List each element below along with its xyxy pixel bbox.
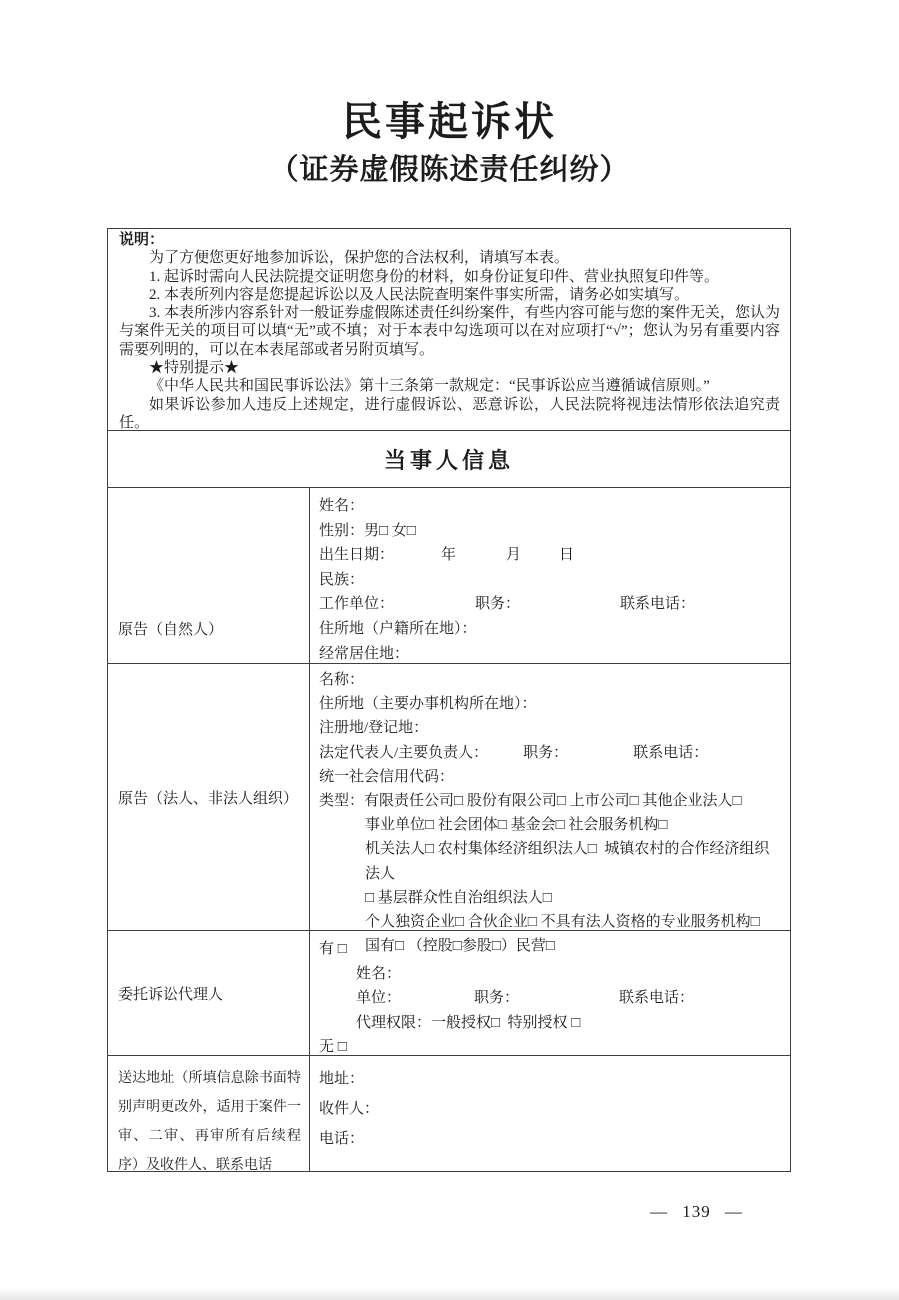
field-org-type-row (319, 789, 782, 813)
field-registration-place: 注册地/登记地： (319, 720, 429, 737)
complaint-form (107, 228, 791, 1172)
org-type-options-6: 国有□ （控股□参股□）民营□ (365, 938, 555, 955)
plaintiff-legal-person-fields (310, 664, 790, 955)
row-label-plaintiff-natural-person (108, 488, 310, 663)
field-org-residence: 住所地（主要办事机构所在地）： (319, 696, 537, 713)
row-plaintiff-natural-person (108, 488, 790, 664)
field-agent-duty: 职务： (474, 990, 520, 1007)
org-type-options-2: 事业单位□ 社会团体□ 基金会□ 社会服务机构□ (365, 817, 668, 834)
field-org-name: 名称： (319, 672, 365, 688)
org-type-options-5: 个人独资企业□ 合伙企业□ 不具有法人资格的专业服务机构□ (365, 914, 760, 931)
row-label-litigation-agent (108, 931, 310, 1055)
field-delivery-recipient: 收件人： (319, 1101, 380, 1117)
row-label-plaintiff-legal-person (108, 664, 310, 930)
litigation-agent-fields (310, 931, 790, 1055)
notice-law-quote: 《中华人民共和国民事诉讼法》第十三条第一款规定：“民事诉讼应当遵循诚信原则。” (149, 378, 710, 395)
document-title: 民事起诉状 (342, 99, 557, 144)
field-name: 姓名： (319, 498, 365, 514)
field-rep-duty: 职务： (523, 744, 569, 761)
notice-box (108, 229, 790, 431)
field-agent-phone: 联系电话： (619, 990, 695, 1007)
field-birth-day: 日 (559, 547, 575, 564)
field-birth-month: 月 (506, 547, 522, 564)
field-birthdate-label: 出生日期： (319, 547, 395, 564)
field-agent-unit-row (319, 986, 782, 1011)
field-work-unit: 工作单位： (319, 596, 395, 613)
org-type-options-3: 机关法人□ 农村集体经济组织法人□ 城镇农村的合作经济组织法人 (365, 841, 770, 882)
document-subtitle: （证券虚假陈述责任纠纷） (269, 154, 630, 186)
field-legal-representative-row (319, 741, 782, 765)
notice-heading: 说明： (119, 232, 165, 248)
row-label-text: 委托诉讼代理人 (118, 986, 224, 1003)
field-agent-none-checkbox: 无 □ (319, 1039, 347, 1056)
row-litigation-agent (108, 931, 790, 1056)
field-delivery-phone: 电话： (319, 1131, 365, 1147)
section-header-party-info: 当事人信息 (108, 431, 790, 488)
row-plaintiff-legal-person (108, 664, 790, 955)
delivery-address-fields (310, 1056, 790, 1171)
field-birthdate (319, 543, 782, 568)
field-credit-code: 统一社会信用代码： (319, 768, 455, 785)
field-residence: 住所地（户籍所在地）： (319, 620, 477, 637)
row-label-delivery-address: 送达地址（所填信息除书面特别声明更改外，适用于案件一审、二审、再审所有后续程序）及收件人、联系电话 (108, 1056, 310, 1171)
notice-paragraph-1: 1. 起诉时需向人民法院提交证明您身份的材料，如身份证复印件、营业执照复印件等。 (149, 268, 720, 285)
field-habitual-residence: 经常居住地： (319, 645, 410, 662)
notice-paragraph-3: 3. 本表所涉内容系针对一般证券虚假陈述责任纠纷案件，有些内容可能与您的案件无关，您认为与案件无关的项目可以填“无”或不填；对于本表中勾选项可以在对应项打“√”；您认为另有重要内容需要列明的，可以在本表尾部或者另附页填写。 (119, 305, 780, 358)
field-rep-phone: 联系电话： (633, 744, 709, 761)
row-delivery-address (108, 1056, 790, 1171)
row-label-text: 原告（法人、非法人组织） (118, 790, 299, 807)
field-agent-has-checkbox: 有 □ (319, 941, 347, 957)
field-duty: 职务： (475, 596, 521, 613)
plaintiff-natural-person-fields (310, 488, 790, 663)
field-legal-representative: 法定代表人/主要负责人： (319, 744, 489, 761)
field-agent-authority: 代理权限：一般授权□ 特别授权 □ (356, 1014, 581, 1031)
notice-warning: 如果诉讼参加人违反上述规定，进行虚假诉讼、恶意诉讼，人民法院将视违法情形依法追究责任。 (119, 396, 780, 431)
field-org-type-label: 类型： (319, 793, 365, 810)
org-type-options-4: □ 基层群众性自治组织法人□ (365, 889, 552, 906)
row-label-text: 原告（自然人） (118, 622, 224, 638)
field-gender: 性别：男□ 女□ (319, 522, 416, 539)
notice-paragraph-2: 2. 本表所列内容是您提起诉讼以及人民法院查明案件事实所需，请务必如实填写。 (149, 286, 690, 303)
field-ethnicity: 民族： (319, 571, 365, 588)
notice-special-reminder-heading: ★特别提示★ (149, 360, 240, 377)
field-agent-unit: 单位： (356, 990, 402, 1007)
org-type-options-1: 有限责任公司□ 股份有限公司□ 上市公司□ 其他企业法人□ (364, 793, 742, 810)
field-agent-name: 姓名： (356, 965, 402, 982)
field-delivery-address: 地址： (319, 1071, 365, 1087)
notice-paragraph-intro: 为了方便您更好地参加诉讼，保护您的合法权利，请填写本表。 (149, 250, 570, 267)
field-contact-phone: 联系电话： (620, 596, 696, 613)
page-number: — 139 — (650, 1202, 743, 1221)
field-work-unit-row (319, 592, 782, 617)
field-birth-year: 年 (441, 547, 457, 564)
